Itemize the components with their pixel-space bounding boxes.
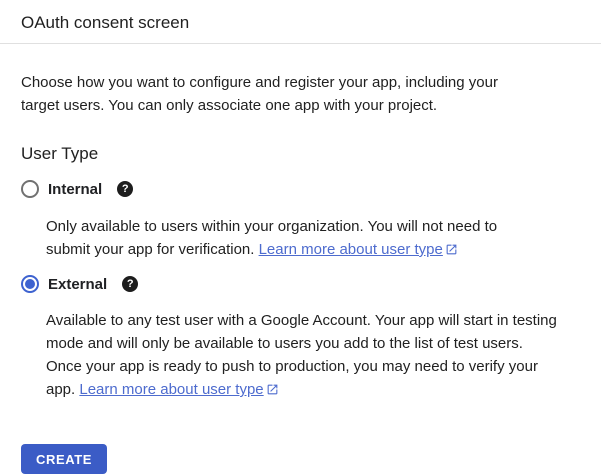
external-description-text: Available to any test user with a Google Account. Your app will start in testing mode and will only be available to users you add to the list of test users. Once your app is ready to push to production, you may need to verify your app. — [46, 312, 557, 398]
create-button[interactable]: CREATE — [21, 444, 107, 474]
learn-more-link-internal[interactable] — [259, 241, 458, 258]
internal-description-text: Only available to users within your organization. You will not need to submit your app for verification. — [46, 218, 498, 258]
external-link-icon — [445, 243, 458, 256]
radio-label-internal[interactable]: Internal — [48, 180, 103, 198]
radio-external[interactable] — [21, 275, 39, 293]
radio-dot — [25, 279, 35, 289]
help-icon[interactable]: ? — [117, 181, 133, 197]
radio-label-external[interactable]: External — [48, 275, 108, 293]
intro-text: Choose how you want to configure and register your app, including your target users. You can only associate one app with your project. — [21, 74, 498, 114]
page-header — [0, 0, 601, 44]
user-type-heading: User Type — [21, 144, 99, 163]
help-icon[interactable]: ? — [122, 276, 138, 292]
radio-option-internal[interactable] — [21, 178, 580, 200]
radio-internal[interactable] — [21, 180, 39, 198]
main-content — [0, 71, 601, 474]
internal-description — [46, 215, 524, 261]
external-description — [46, 309, 562, 401]
radio-option-external[interactable] — [21, 273, 580, 295]
learn-more-link-text: Learn more about user type — [258, 241, 443, 258]
external-link-icon — [266, 383, 279, 396]
learn-more-link-external[interactable] — [79, 381, 278, 398]
learn-more-link-text: Learn more about user type — [79, 381, 264, 398]
page-title: OAuth consent screen — [21, 13, 190, 32]
